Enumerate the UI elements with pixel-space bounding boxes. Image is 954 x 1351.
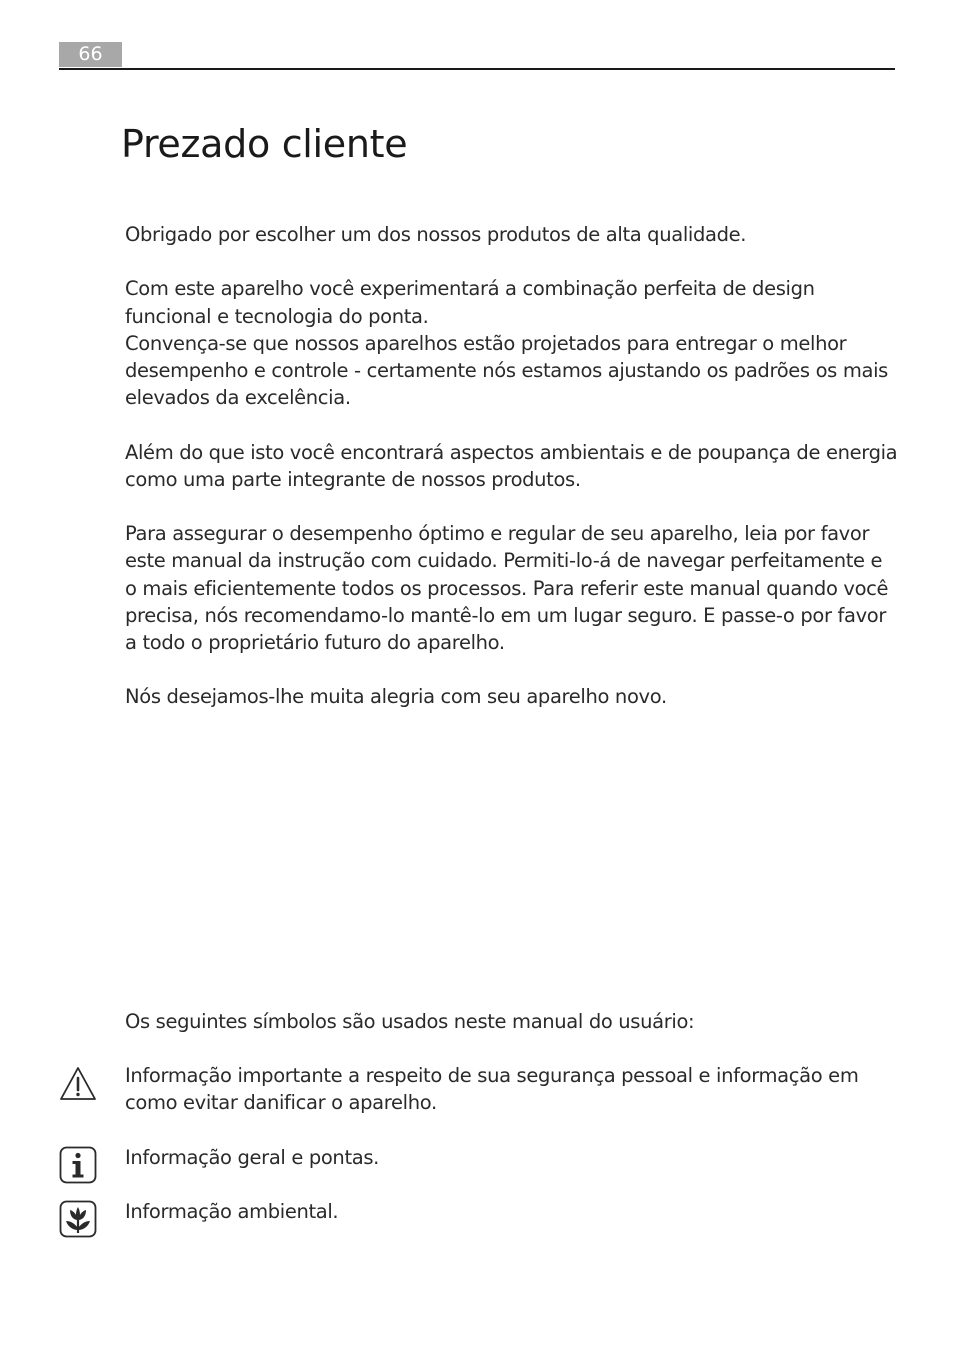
paragraph-wishes: Nós desejamos-lhe muita alegria com seu aparelho novo.: [125, 685, 667, 709]
page-number: 66: [59, 42, 122, 67]
page-title: Prezado cliente: [121, 122, 408, 166]
info-icon: [59, 1146, 97, 1184]
intro-body: [125, 221, 905, 738]
symbol-text-warning: Informação importante a respeito de sua segurança pessoal e informação em como evitar danificar o aparelho.: [125, 1064, 859, 1115]
paragraph-thanks: Obrigado por escolher um dos nossos produtos de alta qualidade.: [125, 223, 747, 246]
paragraph-design: Com este aparelho você experimentará a combinação perfeita de design funcional e tecnologia do ponta. Convença-se que nossos aparelhos estão projetados para entregar o melhor desempenho e controle - certamente nós estamos ajustando os padrões os mais elevados da excelência.: [125, 277, 888, 410]
paragraph-environment: Além do que isto você encontrará aspectos ambientais e de poupança de energia como uma parte integrante de nossos produtos.: [125, 440, 898, 491]
symbols-intro: Os seguintes símbolos são usados neste manual do usuário:: [125, 1010, 695, 1033]
header-rule: [59, 68, 895, 70]
environment-flower-icon: [59, 1200, 97, 1238]
symbol-text-info: Informação geral e pontas.: [125, 1146, 379, 1169]
paragraph-manual: Para assegurar o desempenho óptimo e regular de seu aparelho, leia por favor este manual da instrução com cuidado. Permiti-lo-á de navegar perfeitamente e o mais eficientemente todos os processos. Para referir este manual quando você precisa, nós recomendamo-lo mantê-lo em um lugar seguro. E passe-o por favor a todo o proprietário futuro do aparelho.: [125, 522, 889, 654]
warning-triangle-icon: [59, 1065, 97, 1103]
symbol-text-environment: Informação ambiental.: [125, 1200, 339, 1223]
